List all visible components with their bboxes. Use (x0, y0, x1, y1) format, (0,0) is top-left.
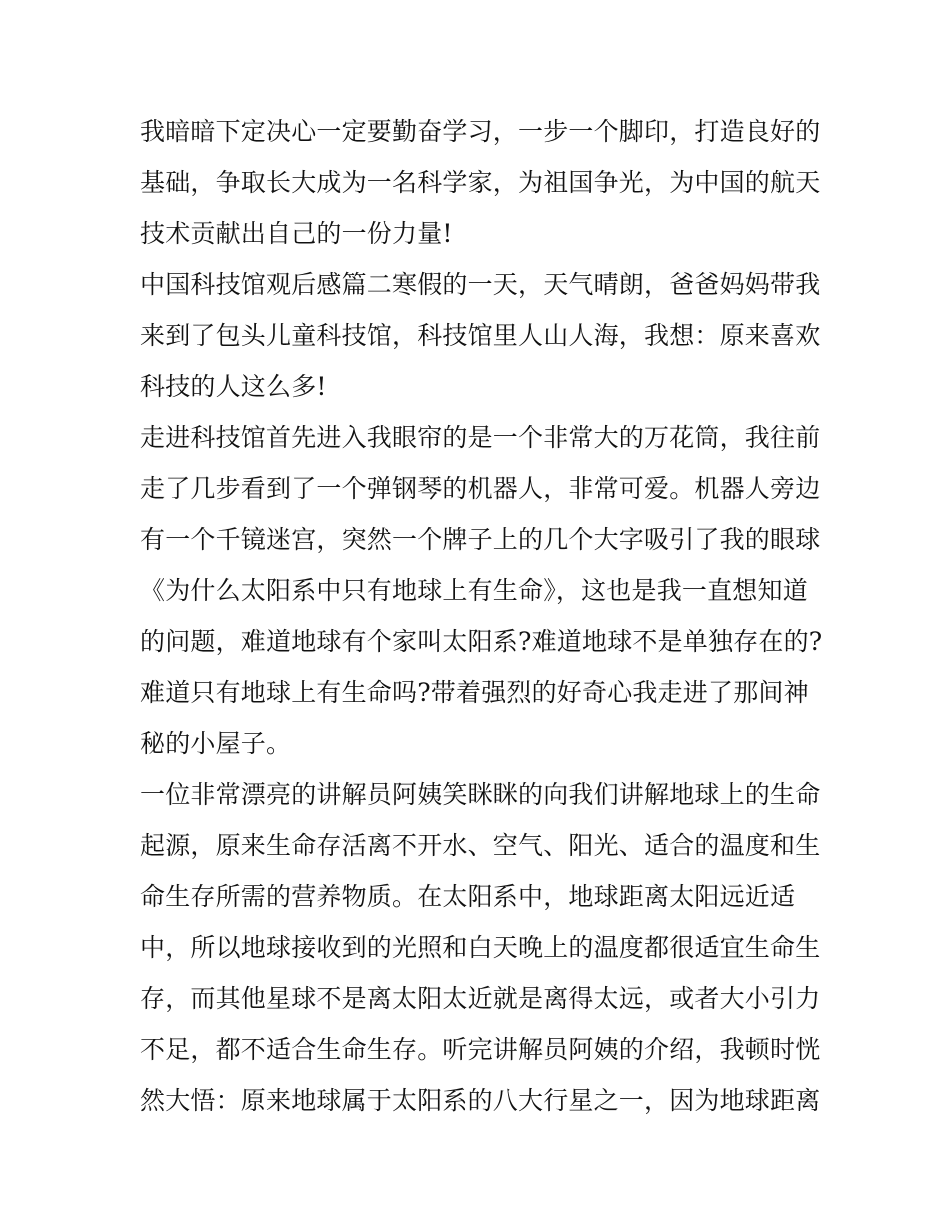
text-line: 来到了包头儿童科技馆，科技馆里人山人海，我想：原来喜欢 (140, 321, 821, 350)
text-line: 一位非常漂亮的讲解员阿姨笑眯眯的向我们讲解地球上的生命 (140, 780, 821, 809)
text-line: 不足，都不适合生命生存。听完讲解员阿姨的介绍，我顿时恍 (140, 1035, 821, 1064)
text-line: 存，而其他星球不是离太阳太近就是离得太远，或者大小引力 (140, 984, 821, 1013)
text-line: 命生存所需的营养物质。在太阳系中，地球距离太阳远近适 (140, 882, 796, 911)
text-line: 中，所以地球接收到的光照和白天晚上的温度都很适宜生命生 (140, 933, 821, 962)
text-line: 然大悟：原来地球属于太阳系的八大行星之一，因为地球距离 (140, 1086, 821, 1115)
text-line: 的问题，难道地球有个家叫太阳系?难道地球不是单独存在的? (140, 627, 823, 656)
body-text (140, 106, 823, 1126)
text-line: 我暗暗下定决心一定要勤奋学习，一步一个脚印，打造良好的 (140, 117, 821, 146)
text-line: 难道只有地球上有生命吗?带着强烈的好奇心我走进了那间神 (140, 678, 809, 707)
text-line: 科技的人这么多! (140, 372, 327, 401)
text-line: 基础，争取长大成为一名科学家，为祖国争光，为中国的航天 (140, 168, 821, 197)
text-line: 秘的小屋子。 (140, 729, 292, 758)
text-line: 走进科技馆首先进入我眼帘的是一个非常大的万花筒，我往前 (140, 423, 821, 452)
text-line: 有一个千镜迷宫，突然一个牌子上的几个大字吸引了我的眼球 (140, 525, 821, 554)
text-line: 《为什么太阳系中只有地球上有生命》，这也是我一直想知道 (140, 576, 808, 605)
text-line: 技术贡献出自己的一份力量! (140, 219, 453, 248)
text-line: 起源，原来生命存活离不开水、空气、阳光、适合的温度和生 (140, 831, 821, 860)
text-line: 中国科技馆观后感篇二寒假的一天，天气晴朗，爸爸妈妈带我 (140, 270, 821, 299)
text-line: 走了几步看到了一个弹钢琴的机器人，非常可爱。机器人旁边 (140, 474, 821, 503)
